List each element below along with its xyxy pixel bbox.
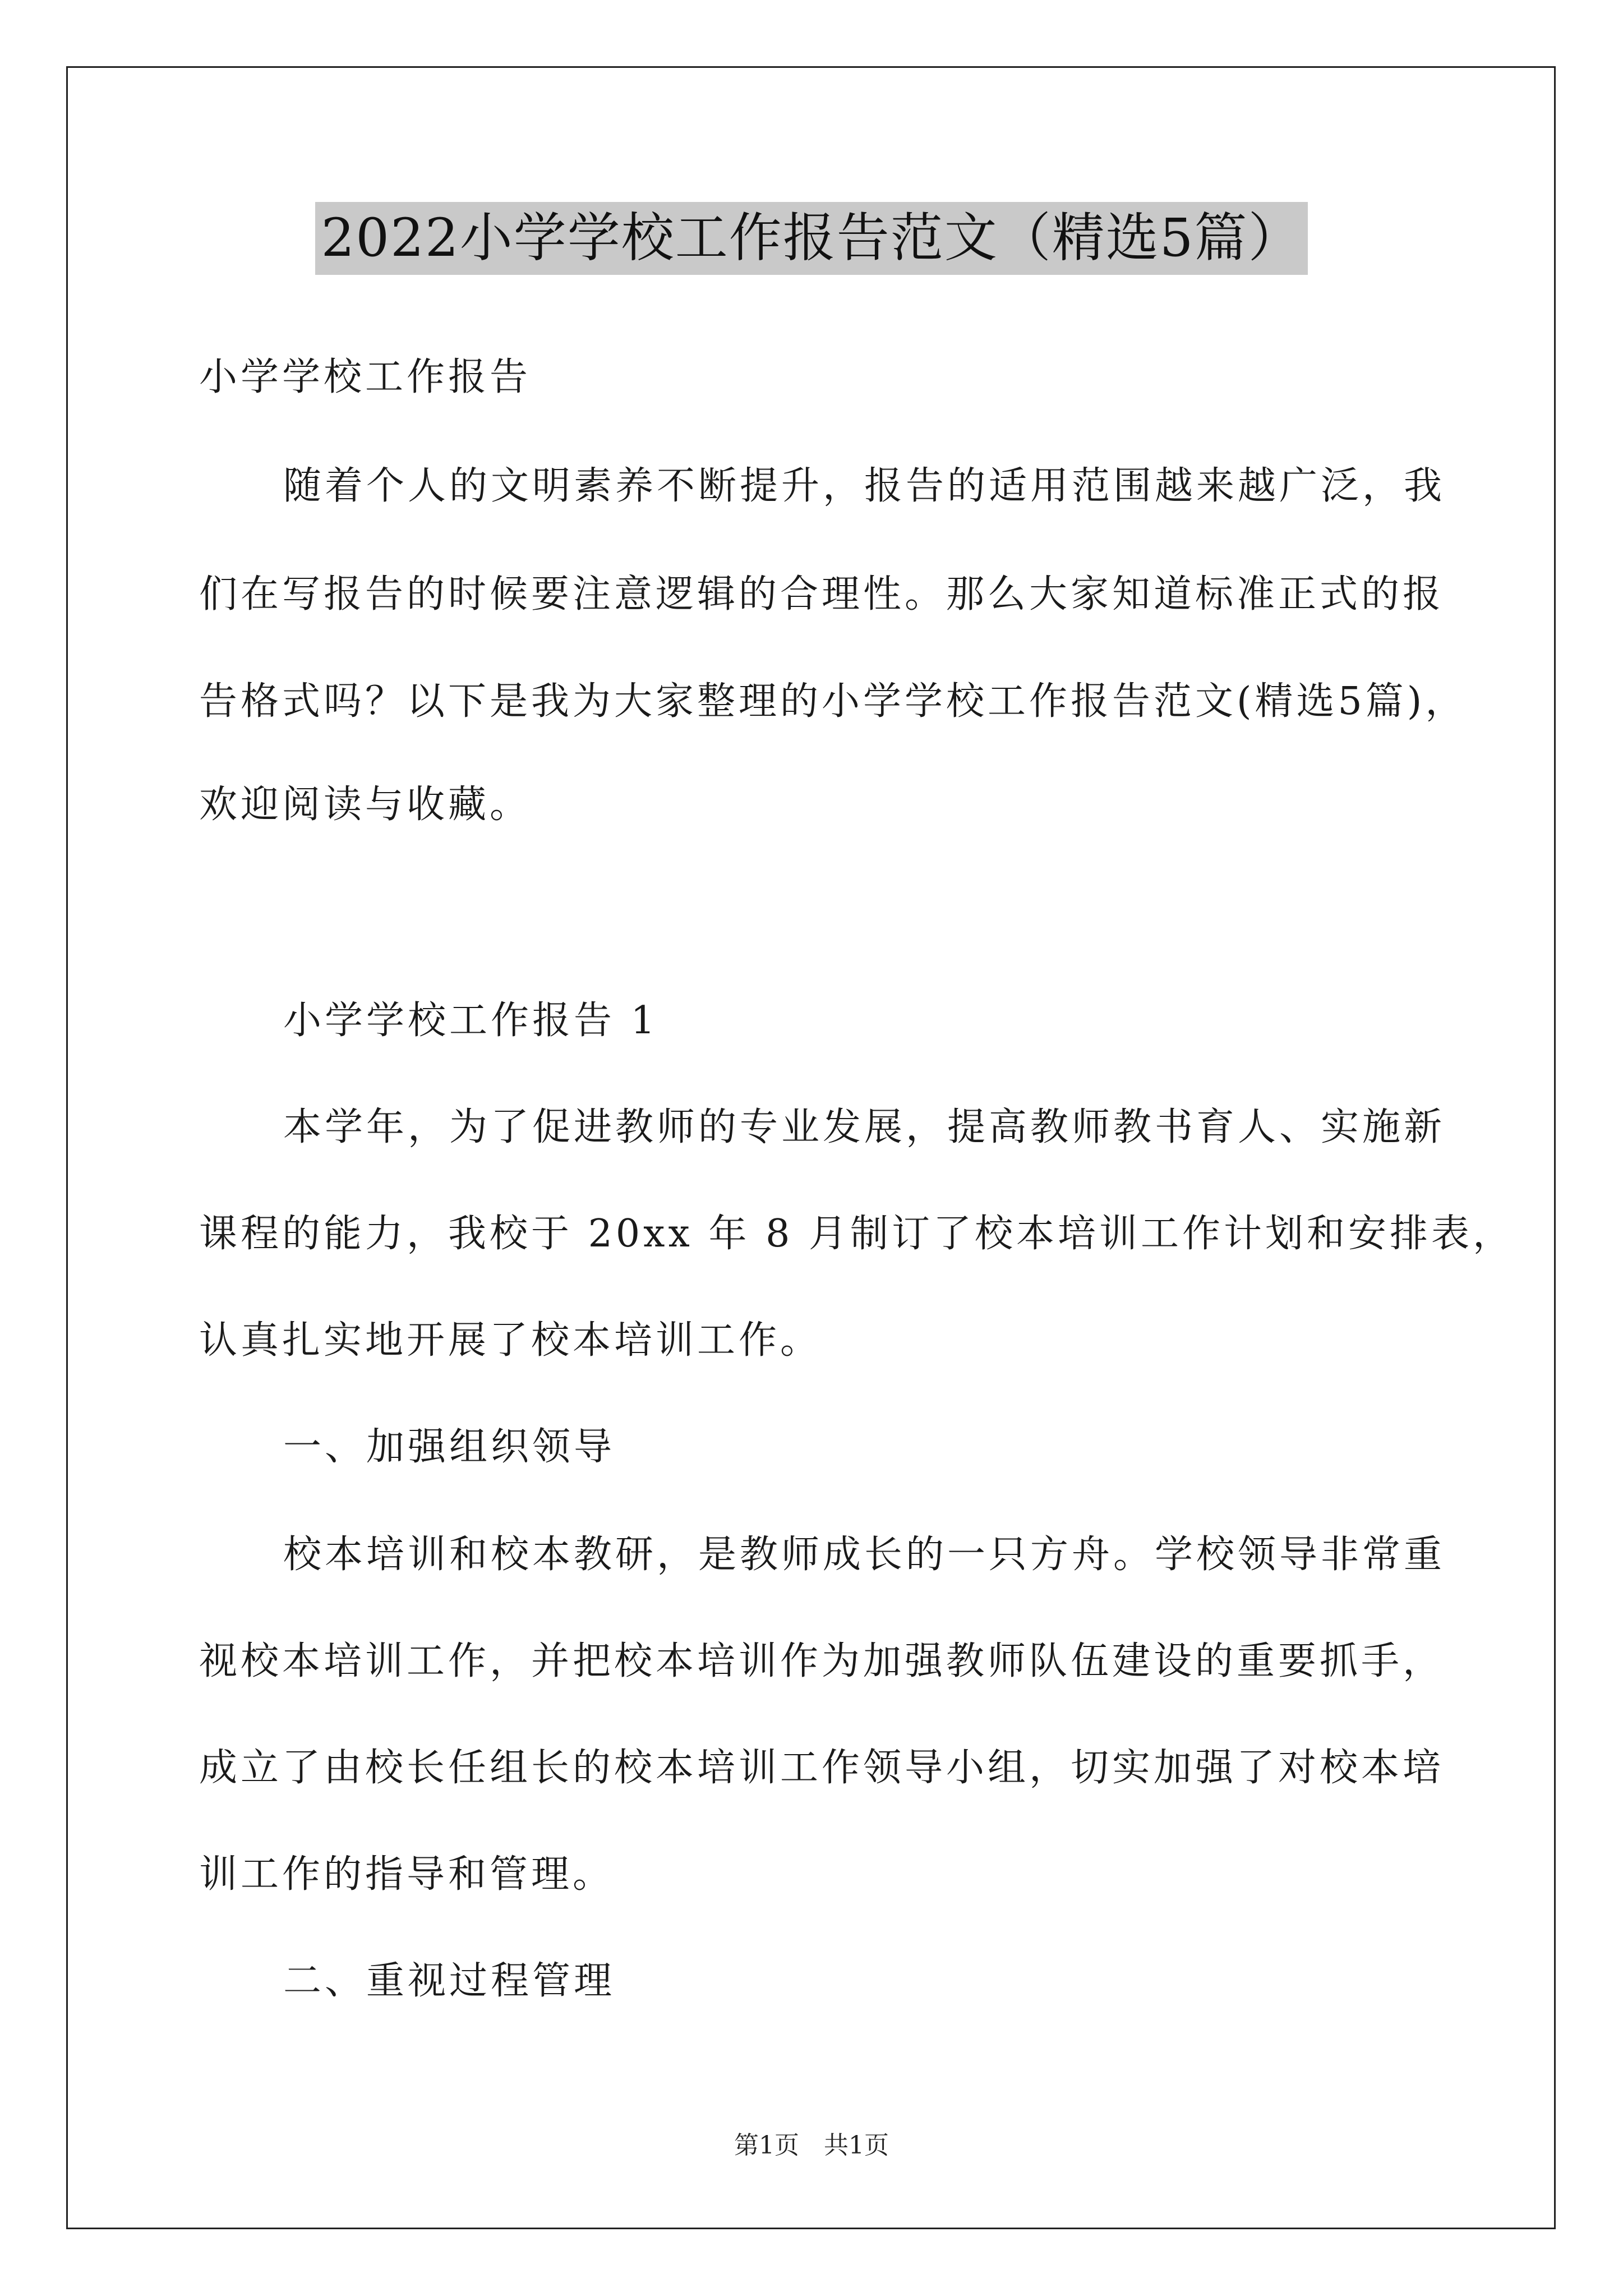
para1-line-3: 认真扎实地开展了校本培训工作。 (199, 1318, 822, 1363)
subheading-2: 二、重视过程管理 (283, 1959, 616, 2003)
intro-line-3: 告格式吗？以下是我为大家整理的小学学校工作报告范文(精选5篇)， (199, 679, 1467, 724)
page-footer: 第1页 共1页 (734, 2131, 889, 2160)
intro-line-1: 随着个人的文明素养不断提升，报告的适用范围越来越广泛，我 (283, 464, 1446, 508)
document-heading: 小学学校工作报告 (199, 355, 532, 399)
para2-line-2: 视校本培训工作，并把校本培训作为加强教师队伍建设的重要抓手， (199, 1639, 1445, 1683)
title-container (0, 202, 1623, 275)
section-title: 小学学校工作报告 1 (283, 999, 658, 1043)
intro-line-4: 欢迎阅读与收藏。 (199, 783, 532, 827)
para2-line-4: 训工作的指导和管理。 (199, 1852, 615, 1897)
intro-line-2: 们在写报告的时候要注意逻辑的合理性。那么大家知道标准正式的报 (199, 572, 1445, 616)
document-title: 2022小学学校工作报告范文（精选5篇） (315, 202, 1307, 275)
para1-line-1: 本学年，为了促进教师的专业发展，提高教师教书育人、实施新 (283, 1105, 1446, 1149)
para2-line-3: 成立了由校长任组长的校本培训工作领导小组，切实加强了对校本培 (199, 1746, 1445, 1790)
subheading-1: 一、加强组织领导 (283, 1425, 616, 1469)
para1-line-2: 课程的能力，我校于 20xx 年 8 月制订了校本培训工作计划和安排表， (199, 1212, 1514, 1256)
para2-line-1: 校本培训和校本教研，是教师成长的一只方舟。学校领导非常重 (283, 1533, 1446, 1577)
